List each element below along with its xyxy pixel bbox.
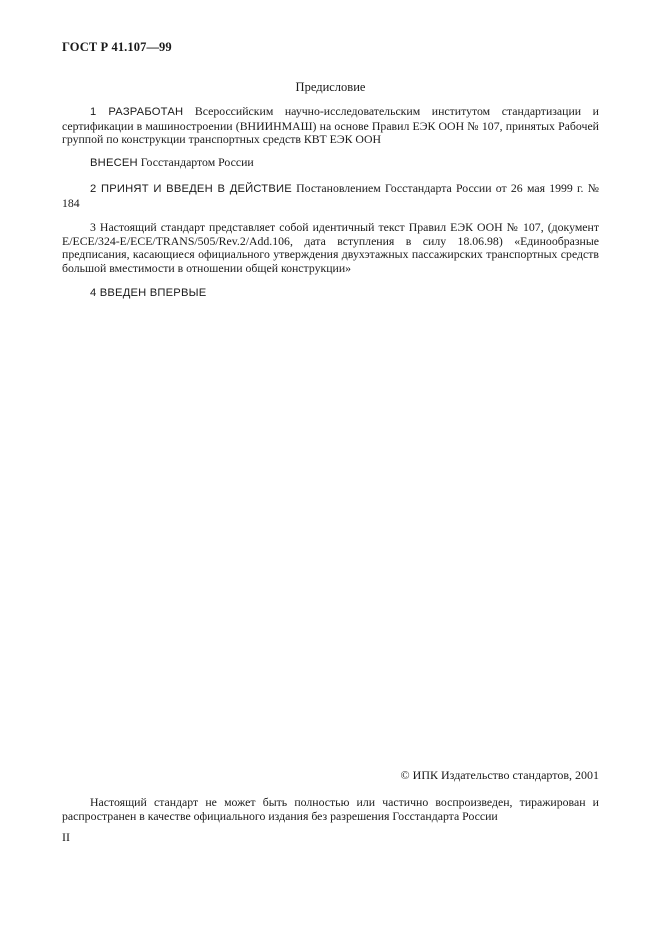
paragraph-text: Постановлением Госстандарта России от 26 мая 1999 г. № 184 <box>62 181 599 210</box>
foreword-paragraph-introduced <box>62 156 599 171</box>
page-number: II <box>62 830 70 844</box>
foreword-paragraph-first-introduced <box>62 286 599 301</box>
copyright-line: © ИПК Издательство стандартов, 2001 <box>400 768 599 782</box>
paragraph-text: Госстандартом России <box>137 155 254 169</box>
paragraph-caps-lead: ВНЕСЕН <box>90 157 138 169</box>
paragraph-caps-lead: 1 РАЗРАБОТАН <box>90 106 184 118</box>
paragraph-caps-lead: 4 ВВЕДЕН ВПЕРВЫЕ <box>90 287 207 299</box>
foreword-paragraph-adopted <box>62 182 599 210</box>
foreword-paragraph-identical-text: 3 Настоящий стандарт представляет собой идентичный текст Правил ЕЭК ООН № 107, (документ E/ECE/324-E/ECE/TRANS/505/Rev.2/Add.106, дата вступления в силу 18.06.98) «Единообразные предписания, касающиеся официального утверждения двухэтажных пассажирских транспортных средств большой вместимости в отношении общей конструкции» <box>62 220 599 275</box>
document-code: ГОСТ Р 41.107—99 <box>62 40 172 54</box>
foreword-title: Предисловие <box>295 80 366 94</box>
foreword-paragraph-developed <box>62 105 599 147</box>
reproduction-notice: Настоящий стандарт не может быть полностью или частично воспроизведен, тиражирован и распространен в качестве официального издания без разрешения Госстандарта России <box>62 795 599 823</box>
paragraph-caps-lead: 2 ПРИНЯТ И ВВЕДЕН В ДЕЙСТВИЕ <box>90 183 292 195</box>
paragraph-text: Всероссийским научно-исследовательским институтом стандартизации и сертификации в машиностроении (ВНИИНМАШ) на основе Правил ЕЭК ООН № 107, принятых Рабочей группой по конструкции транспортных средств КВТ ЕЭК ООН <box>62 104 599 147</box>
